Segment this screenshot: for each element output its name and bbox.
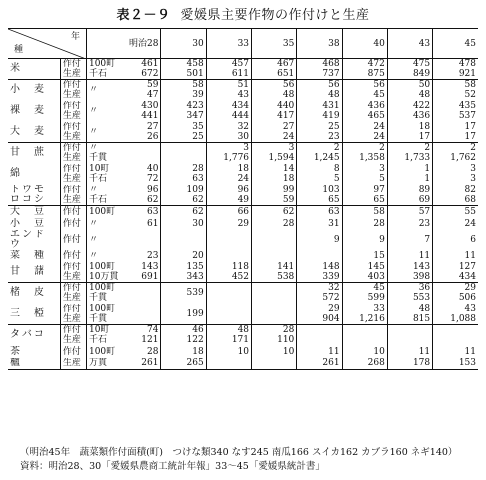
table-cell: 143 398: [387, 262, 432, 283]
table-body: [8, 59, 478, 370]
crop-production-table: [8, 28, 478, 370]
crop-name: 菜 種: [10, 249, 46, 261]
crop-axis-label: 種: [14, 45, 24, 55]
cell-base-year: 143 691: [141, 261, 159, 282]
unit-label: 〃: [86, 218, 122, 230]
crop-name: 楮 皮: [8, 283, 60, 304]
table-cell: 468 737: [297, 59, 342, 80]
table-cell: 7: [387, 230, 432, 250]
unit-label: 〃: [86, 101, 122, 122]
cell-base-year: 28: [147, 346, 159, 357]
unit-label: 〃: [86, 122, 122, 143]
table-cell: 97 65: [342, 185, 387, 206]
table-cell: [161, 143, 206, 164]
table-cell: [206, 250, 251, 262]
table-cell: 178: [387, 358, 432, 370]
table-cell: [252, 250, 297, 262]
table-cell: 2 1,762: [433, 143, 478, 164]
table-cell: 539: [161, 283, 206, 304]
table-cell: 45 599: [342, 283, 387, 304]
table-cell: 18 17: [387, 122, 432, 143]
table-cell: 18: [161, 346, 206, 358]
table-cell: 11: [387, 346, 432, 358]
table-cell: 11: [433, 250, 478, 262]
table-cell: 2 1,245: [297, 143, 342, 164]
cell-base-year: 96 62: [147, 184, 159, 205]
table-cell: 1 1: [387, 164, 432, 185]
table-cell: 435 537: [433, 101, 478, 122]
row-type-label: 作付: [60, 218, 86, 230]
table-cell: [252, 304, 297, 325]
table-row: [8, 262, 478, 283]
crop-name: 三 椏: [10, 307, 46, 319]
table-cell: [206, 358, 251, 370]
table-cell: 422 436: [387, 101, 432, 122]
table-cell: 457 611: [206, 59, 251, 80]
table-cell: 440 417: [252, 101, 297, 122]
unit-label: 100町: [86, 346, 122, 358]
row-type-label: 作付 生産: [60, 185, 86, 206]
unit-label: 10町 千石: [86, 325, 122, 346]
table-title: 愛媛県主要作物の作付けと生産: [180, 8, 370, 23]
table-cell: 127 434: [433, 262, 478, 283]
row-type-label: 作付: [60, 250, 86, 262]
cell-base-year: 430 441: [141, 101, 159, 121]
table-cell: [297, 325, 342, 346]
table-cell: 20: [161, 250, 206, 262]
table-cell: 141 538: [252, 262, 297, 283]
table-cell: 153: [433, 358, 478, 370]
table-cell: 36 553: [387, 283, 432, 304]
table-cell: 8 5: [297, 164, 342, 185]
table-cell: 58: [342, 206, 387, 218]
table-cell: 9: [297, 230, 342, 250]
table-cell: 9: [342, 230, 387, 250]
crop-name: 小 麦: [8, 80, 60, 101]
table-cell: 32 30: [206, 122, 251, 143]
unit-label: 100町 千貫: [86, 304, 122, 325]
header-year: 43: [387, 29, 432, 59]
table-cell: 148 339: [297, 262, 342, 283]
crop-name: タバコ: [8, 325, 60, 346]
table-cell: [161, 230, 206, 250]
table-cell: 6: [433, 230, 478, 250]
table-cell: 3 3: [433, 164, 478, 185]
table-cell: 62: [161, 206, 206, 218]
table-cell: 48 815: [387, 304, 432, 325]
cell-base-year: 40 72: [147, 164, 159, 184]
table-cell: 33 1,216: [342, 304, 387, 325]
table-number: 表２－９: [116, 8, 171, 23]
table-cell: 28: [342, 218, 387, 230]
header-year: 40: [342, 29, 387, 59]
table-cell: 10: [206, 346, 251, 358]
table-cell: 458 501: [161, 59, 206, 80]
crop-name: 甘 藷: [10, 265, 46, 277]
unit-label: 〃: [86, 230, 122, 250]
cell-base-year: 63: [123, 206, 161, 218]
table-cell: 145 403: [342, 262, 387, 283]
row-type-label: 作付 生産: [60, 325, 86, 346]
crop-name: 小 豆: [10, 217, 46, 229]
table-row: [8, 206, 478, 218]
table-cell: 3 5: [342, 164, 387, 185]
table-cell: 268: [342, 358, 387, 370]
unit-label: 〃: [86, 80, 122, 101]
table-cell: 3 1,594: [252, 143, 297, 164]
table-cell: 265: [161, 358, 206, 370]
row-type-label: 作付 生産: [60, 122, 86, 143]
cell-base-year: 61: [147, 218, 159, 229]
table-cell: 28 63: [161, 164, 206, 185]
table-cell: 431 419: [297, 101, 342, 122]
table-cell: 11: [387, 250, 432, 262]
table-cell: 11: [297, 346, 342, 358]
table-cell: 23: [387, 218, 432, 230]
table-cell: [206, 304, 251, 325]
table-row: [8, 346, 478, 358]
table-cell: 109 62: [161, 185, 206, 206]
table-row: [8, 304, 478, 325]
table-cell: 29: [206, 218, 251, 230]
table-cell: 58 52: [433, 80, 478, 101]
table-cell: 46 122: [161, 325, 206, 346]
table-cell: 63: [297, 206, 342, 218]
unit-label: 〃 千石: [86, 185, 122, 206]
header-corner: [8, 29, 86, 59]
table-row: [8, 80, 478, 101]
table-cell: 199: [161, 304, 206, 325]
table-cell: 58 39: [161, 80, 206, 101]
table-cell: 66: [206, 206, 251, 218]
table-cell: 29 904: [297, 304, 342, 325]
table-cell: 28: [252, 218, 297, 230]
header-year: 35: [252, 29, 297, 59]
table-cell: 103 65: [297, 185, 342, 206]
table-cell: 2 1,733: [387, 143, 432, 164]
table-row: [8, 101, 478, 122]
table-cell: 11: [433, 346, 478, 358]
cell-base-year: 461 672: [141, 59, 159, 79]
table-cell: 56 45: [342, 80, 387, 101]
table-cell: 29 506: [433, 283, 478, 304]
crop-name: 大 麦: [10, 125, 46, 137]
table-cell: [297, 250, 342, 262]
table-cell: 56 48: [297, 80, 342, 101]
table-cell: 475 849: [387, 59, 432, 80]
header-year: 38: [297, 29, 342, 59]
table-row: [8, 164, 478, 185]
table-cell: 261: [297, 358, 342, 370]
table-cell: 82 68: [433, 185, 478, 206]
table-cell: 43 1,088: [433, 304, 478, 325]
row-type-label: 作付 生産: [60, 304, 86, 325]
crop-name: 櫨: [8, 358, 60, 370]
table-cell: 472 875: [342, 59, 387, 80]
table-row: [8, 185, 478, 206]
cell-base-year: [123, 230, 161, 250]
row-type-label: 作付: [60, 346, 86, 358]
table-row: [8, 143, 478, 164]
table-row: [8, 325, 478, 346]
header-base-year: 明治28: [86, 29, 160, 59]
table-cell: 51 43: [206, 80, 251, 101]
table-cell: 25 23: [297, 122, 342, 143]
header-year: 45: [433, 29, 478, 59]
unit-label: 万貫: [86, 358, 122, 370]
header-year: 30: [161, 29, 206, 59]
row-type-label: 作付 生産: [60, 80, 86, 101]
crop-name: エンドウ: [10, 229, 46, 250]
table-cell: 48 171: [206, 325, 251, 346]
table-cell: 55: [433, 206, 478, 218]
table-cell: 24 24: [342, 122, 387, 143]
table-cell: 436 465: [342, 101, 387, 122]
row-type-label: 作付 生産: [60, 143, 86, 164]
cell-base-year: 59 47: [123, 80, 161, 101]
table-cell: 32 572: [297, 283, 342, 304]
table-cell: 3 1,776: [206, 143, 251, 164]
crop-name: 綿: [10, 168, 22, 179]
table-cell: 434 444: [206, 101, 251, 122]
table-row: [8, 358, 478, 370]
crop-name: 茶: [10, 345, 22, 357]
table-cell: 96 49: [206, 185, 251, 206]
cell-base-year: 261: [123, 358, 161, 370]
table-cell: 10: [342, 346, 387, 358]
table-row: [8, 122, 478, 143]
table-cell: 28 110: [252, 325, 297, 346]
cell-base-year: 74 121: [123, 325, 161, 346]
row-type-label: 作付: [60, 230, 86, 250]
table-cell: 56 48: [252, 80, 297, 101]
unit-label: 100町 千石: [86, 59, 122, 80]
row-type-label: 作付 生産: [60, 101, 86, 122]
table-cell: 62: [252, 206, 297, 218]
cell-base-year: 23: [147, 250, 159, 261]
table-cell: [387, 325, 432, 346]
table-cell: 17 17: [433, 122, 478, 143]
crop-name: 裸 麦: [10, 105, 46, 116]
cell-base-year: [123, 283, 161, 304]
table-cell: 478 921: [433, 59, 478, 80]
table-row: [8, 59, 478, 80]
table-cell: 118 452: [206, 262, 251, 283]
table-cell: [252, 283, 297, 304]
table-cell: 89 69: [387, 185, 432, 206]
crop-name: トウモロコシ: [10, 184, 46, 205]
row-type-label: 作付 生産: [60, 283, 86, 304]
table-cell: 10: [252, 346, 297, 358]
unit-label: 100町: [86, 206, 122, 218]
crop-name: 米: [10, 63, 22, 74]
unit-label: 〃 千貫: [86, 143, 122, 164]
cell-base-year: [123, 143, 161, 164]
header-year: 33: [206, 29, 251, 59]
table-cell: 31: [297, 218, 342, 230]
cell-base-year: [123, 304, 161, 325]
table-cell: 30: [161, 218, 206, 230]
table-row: [8, 230, 478, 250]
table-cell: [252, 230, 297, 250]
table-cell: 467 651: [252, 59, 297, 80]
row-type-label: 作付 生産: [60, 59, 86, 80]
table-cell: [433, 325, 478, 346]
footnotes: [20, 446, 457, 474]
row-type-label: 作付: [60, 206, 86, 218]
table-cell: 423 347: [161, 101, 206, 122]
row-type-label: 作付 生産: [60, 262, 86, 283]
table-cell: [252, 358, 297, 370]
table-row: [8, 250, 478, 262]
cell-base-year: 27 26: [147, 121, 159, 142]
table-cell: 18 24: [206, 164, 251, 185]
row-type-label: 生産: [60, 358, 86, 370]
table-cell: 27 24: [252, 122, 297, 143]
unit-label: 100町 千貫: [86, 283, 122, 304]
row-type-label: 作付 生産: [60, 164, 86, 185]
crop-name: 大 豆: [8, 206, 60, 218]
year-axis-label: 年: [70, 32, 80, 42]
page-title: [0, 4, 486, 23]
unit-label: 〃: [86, 250, 122, 262]
footnote-vegetables: （明治45年 蔬菜類作付面積(町) つけな類340 なす245 南瓜166 スイカ162 カブラ160 ネギ140）: [20, 447, 458, 458]
unit-label: 10町 千石: [86, 164, 122, 185]
table-cell: [206, 230, 251, 250]
table-cell: [206, 283, 251, 304]
unit-label: 100町 10万貫: [86, 262, 122, 283]
table-cell: 15: [342, 250, 387, 262]
crop-name: 甘 蔗: [8, 143, 60, 164]
table-cell: 35 25: [161, 122, 206, 143]
footnote-source: 資料：明治28、30「愛媛県農商工統計年報」33～45「愛媛県統計書」: [20, 461, 325, 472]
table-row: [8, 283, 478, 304]
table-cell: 50 48: [387, 80, 432, 101]
table-cell: 135 343: [161, 262, 206, 283]
table-cell: 57: [387, 206, 432, 218]
table-cell: [342, 325, 387, 346]
table-cell: 24: [433, 218, 478, 230]
table-cell: 99 59: [252, 185, 297, 206]
table-cell: 2 1,358: [342, 143, 387, 164]
table-row: [8, 218, 478, 230]
table-cell: 14 18: [252, 164, 297, 185]
